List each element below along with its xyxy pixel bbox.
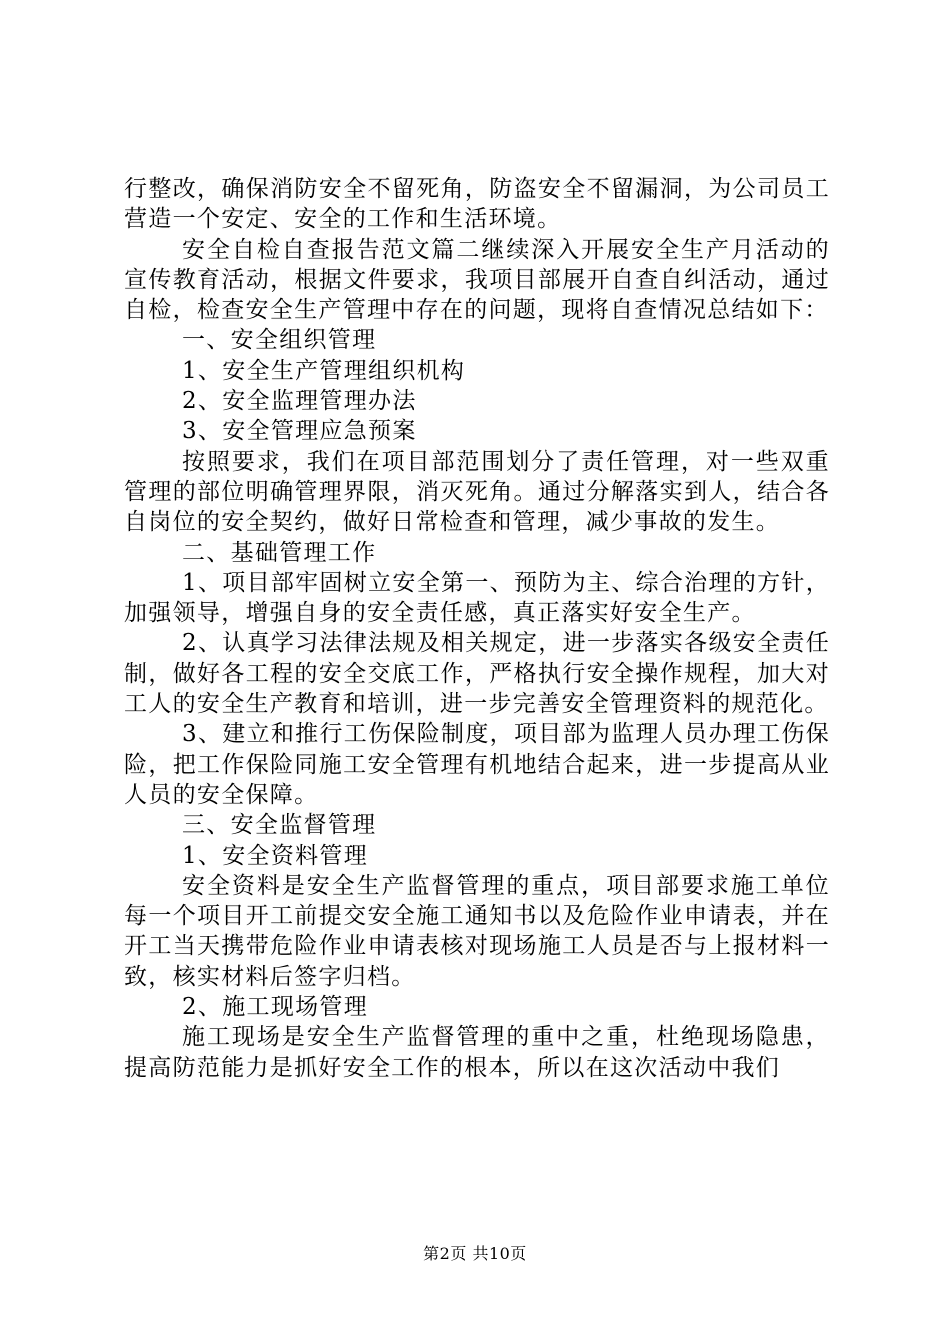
list-item-1-1: 1、安全生产管理组织机构 xyxy=(182,357,466,384)
list-item-2-1: 1、项目部牢固树立安全第一、预防为主、综合治理的方针，加强领导，增强自身的安全责任感，真正落实好安全生产。 xyxy=(124,569,830,627)
paragraph-5: 施工现场是安全生产监督管理的重中之重，杜绝现场隐患，提高防范能力是抓好安全工作的根本，所以在这次活动中我们 xyxy=(124,1024,830,1081)
paragraph-4: 安全资料是安全生产监督管理的重点，项目部要求施工单位每一个项目开工前提交安全施工通知书以及危险作业申请表，并在开工当天携带危险作业申请表核对现场施工人员是否与上报材料一致，核实材料后签字归档。 xyxy=(124,872,830,990)
section-heading-1: 一、安全组织管理 xyxy=(182,327,377,354)
list-item-2-3: 3、建立和推行工伤保险制度，项目部为监理人员办理工伤保险，把工作保险同施工安全管理有机地结合起来，进一步提高从业人员的安全保障。 xyxy=(124,721,830,808)
subsection-heading-3-1: 1、安全资料管理 xyxy=(182,842,369,869)
paragraph-1: 行整改，确保消防安全不留死角，防盗安全不留漏洞，为公司员工营造一个安定、安全的工作和生活环境。 xyxy=(124,176,830,233)
page-number-footer: 第2页 共10页 xyxy=(423,1244,527,1263)
section-heading-3: 三、安全监督管理 xyxy=(182,812,377,839)
section-heading-2: 二、基础管理工作 xyxy=(182,539,377,566)
subsection-heading-3-2: 2、施工现场管理 xyxy=(182,994,369,1021)
document-body xyxy=(124,174,830,1083)
list-item-2-2: 2、认真学习法律法规及相关规定，进一步落实各级安全责任制，做好各工程的安全交底工作，严格执行安全操作规程，加大对工人的安全生产教育和培训，进一步完善安全管理资料的规范化。 xyxy=(124,630,830,718)
paragraph-2: 安全自检自查报告范文篇二继续深入开展安全生产月活动的宣传教育活动，根据文件要求，我项目部展开自查自纠活动，通过自检，检查安全生产管理中存在的问题，现将自查情况总结如下： xyxy=(124,236,830,324)
list-item-1-2: 2、安全监理管理办法 xyxy=(182,388,417,415)
paragraph-3: 按照要求，我们在项目部范围划分了责任管理，对一些双重管理的部位明确管理界限，消灭死角。通过分解落实到人，结合各自岗位的安全契约，做好日常检查和管理，减少事故的发生。 xyxy=(124,448,830,536)
list-item-1-3: 3、安全管理应急预案 xyxy=(182,418,417,445)
